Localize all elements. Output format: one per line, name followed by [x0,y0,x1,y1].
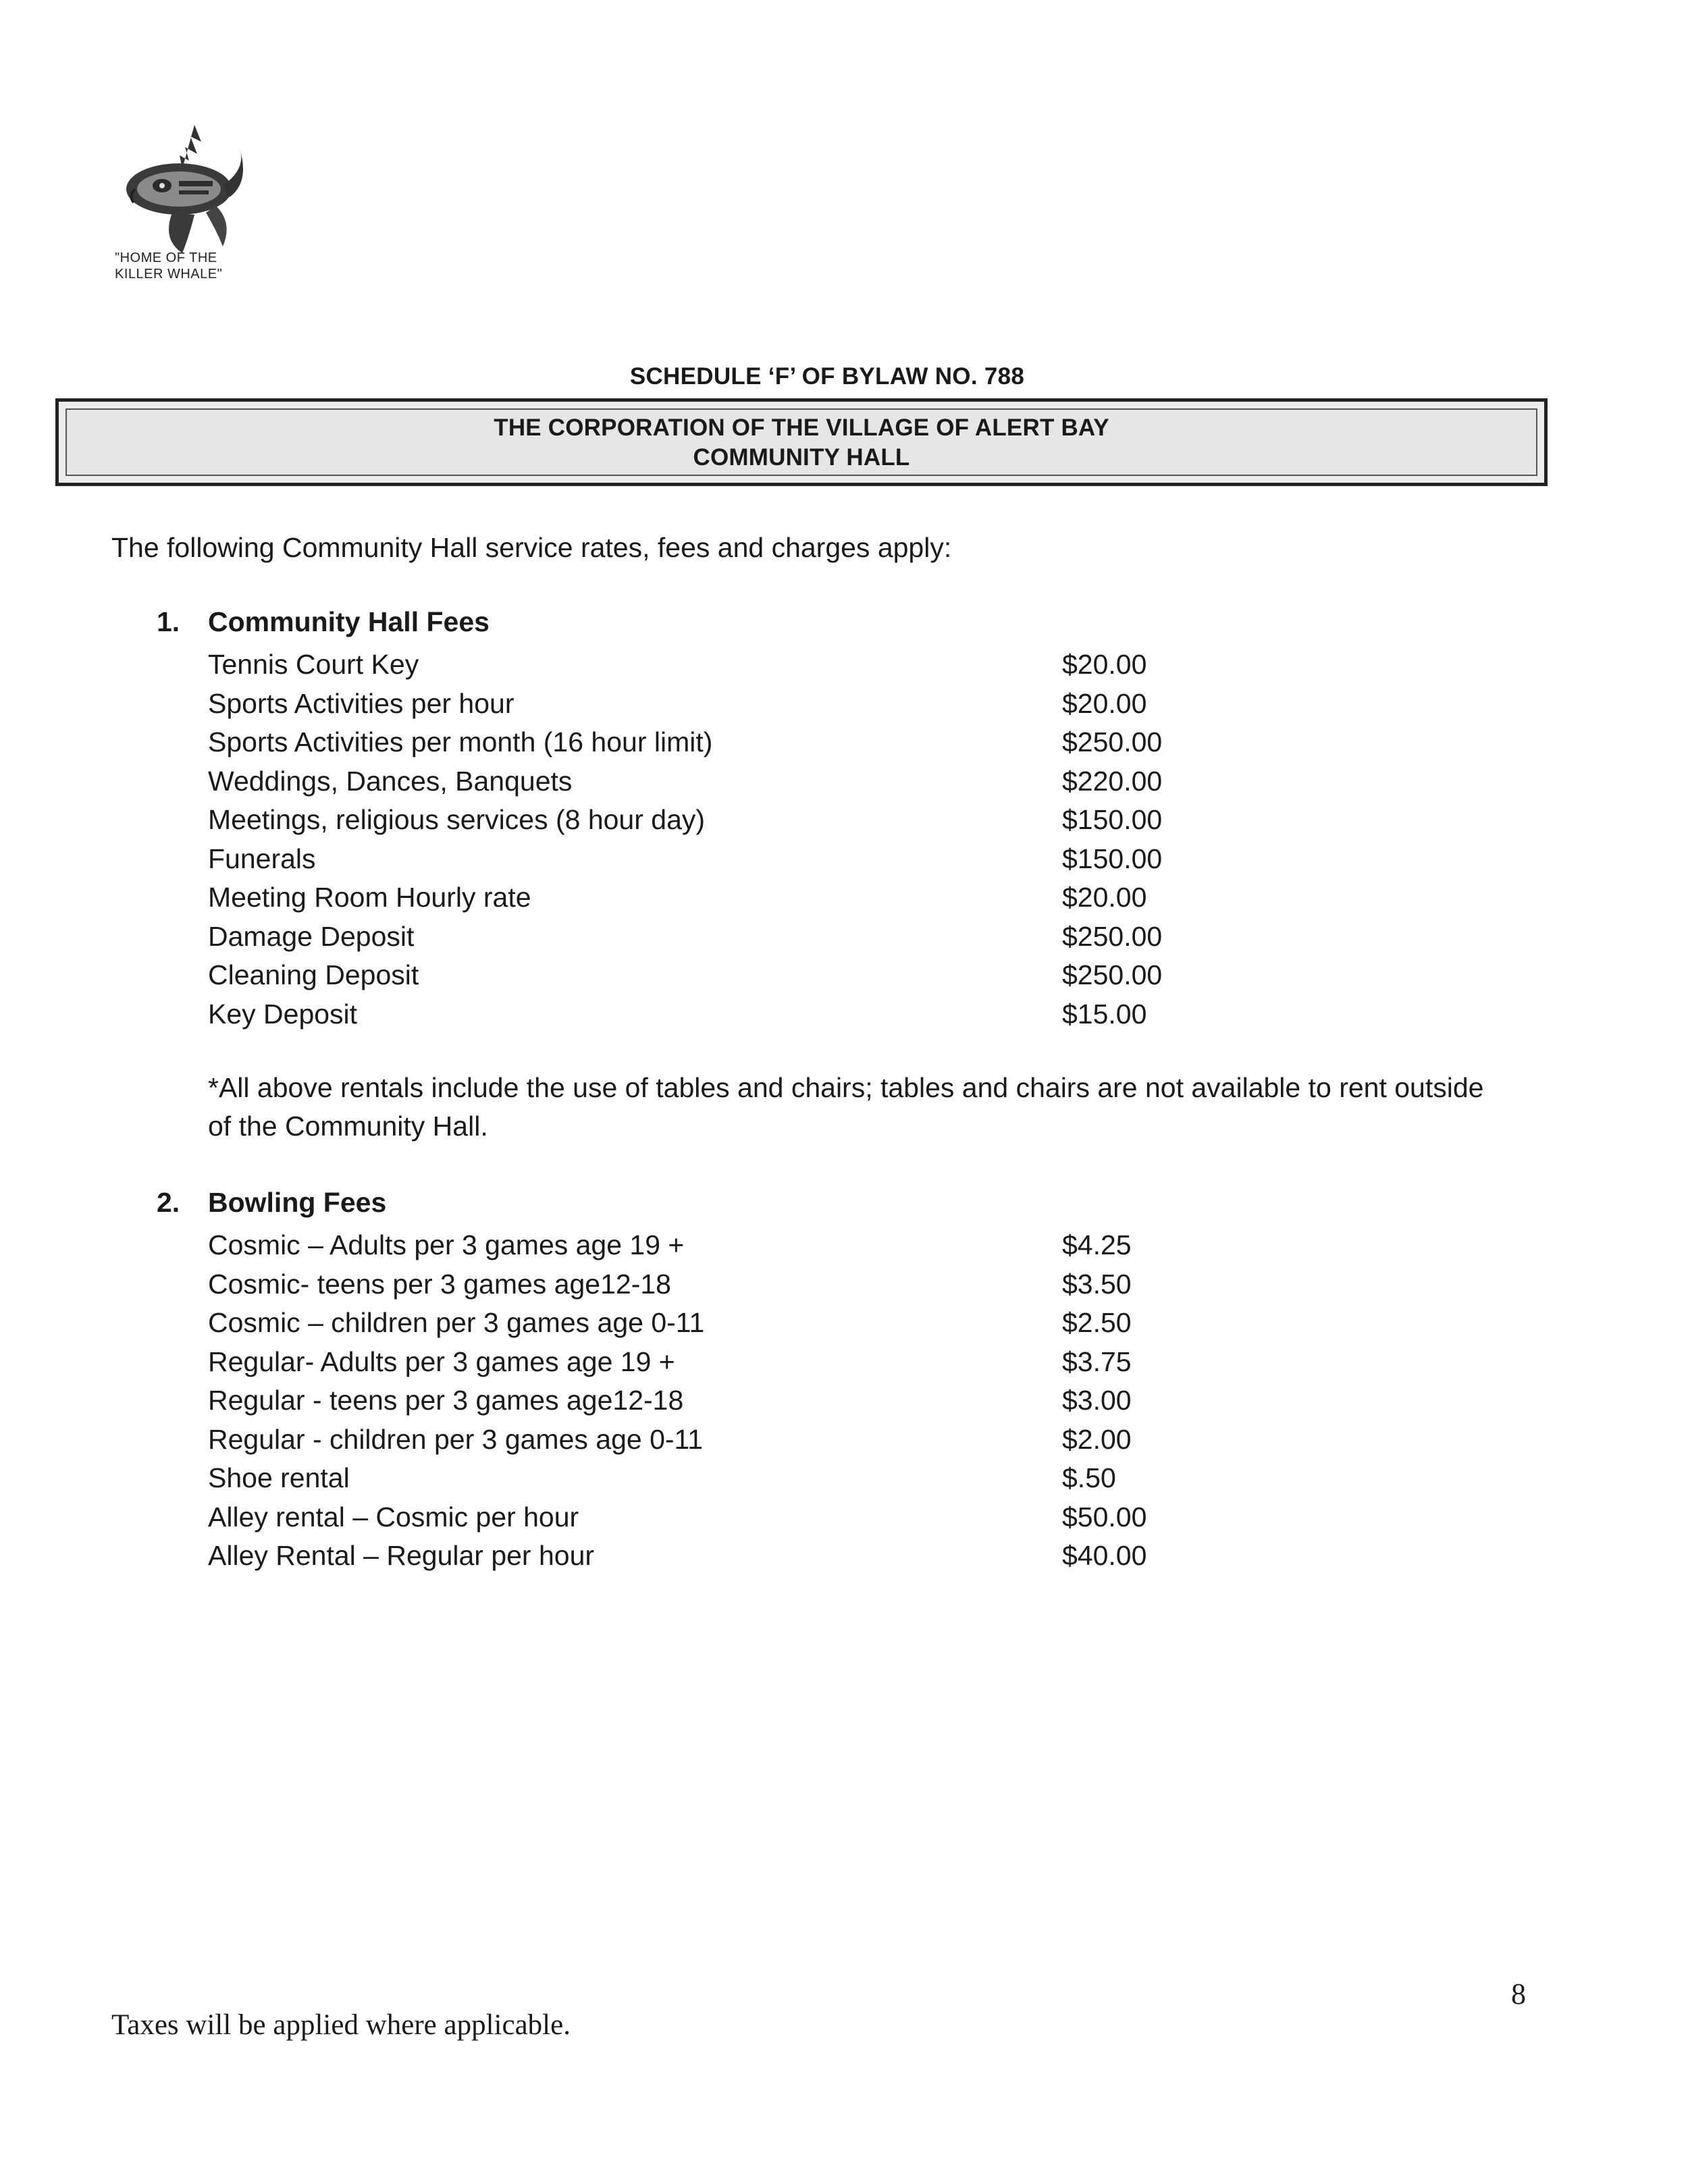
fee-label: Sports Activities per month (16 hour limit) [208,726,713,757]
list-item [208,917,1221,957]
fee-price: $20.00 [1062,882,1147,913]
page-number: 8 [1511,1977,1526,2010]
fee-price: $15.00 [1062,998,1147,1030]
section-title: Bowling Fees [208,1187,387,1218]
tax-note: Taxes will be applied where applicable. [111,2009,571,2041]
fee-price: $2.50 [1062,1307,1132,1338]
fee-label: Cosmic – Adults per 3 games age 19 + [208,1229,685,1260]
list-item [208,1265,1221,1304]
list-item [208,1420,1221,1460]
list-item [208,1304,1221,1343]
list-item [208,723,1221,762]
list-item [208,1537,1221,1576]
fee-label: Damage Deposit [208,920,415,952]
fee-price: $40.00 [1062,1540,1147,1571]
fee-label: Regular - teens per 3 games age12-18 [208,1385,684,1416]
fee-price: $220.00 [1062,765,1163,797]
list-item [208,878,1221,917]
list-item [208,801,1221,840]
section-number: 1. [157,606,180,637]
fee-price: $250.00 [1062,726,1163,757]
fee-label: Shoe rental [208,1462,350,1493]
tagline-line-1: "HOME OF THE [115,250,217,265]
title-box-inner [65,408,1537,476]
fee-label: Alley Rental – Regular per hour [208,1540,595,1571]
corporation-title: THE CORPORATION OF THE VILLAGE OF ALERT BAY [494,415,1109,441]
rental-note: *All above rentals include the use of tables and chairs; tables and chairs are not available to rent outside of the Community Hall. [208,1072,1484,1142]
fee-label: Funerals [208,843,316,874]
killer-whale-icon [115,122,250,257]
fee-label: Alley rental – Cosmic per hour [208,1501,579,1533]
fee-label: Cleaning Deposit [208,959,419,990]
list-item [208,762,1221,801]
list-item [208,685,1221,724]
fee-price: $.50 [1062,1462,1116,1493]
section-number: 2. [157,1187,180,1218]
facility-title: COMMUNITY HALL [693,444,910,471]
fee-price: $50.00 [1062,1501,1147,1533]
fee-label: Tennis Court Key [208,649,419,680]
fee-price: $3.50 [1062,1268,1132,1300]
logo-tagline [115,250,222,282]
list-item [208,1343,1221,1382]
fee-label: Meeting Room Hourly rate [208,882,531,913]
schedule-title: SCHEDULE ‘F’ OF BYLAW NO. 788 [629,363,1025,390]
fee-label: Regular - children per 3 games age 0-11 [208,1423,704,1455]
fee-price: $250.00 [1062,959,1163,990]
fee-price: $3.75 [1062,1346,1132,1377]
list-item [208,1226,1221,1265]
fee-price: $20.00 [1062,687,1147,719]
fee-price: $150.00 [1062,804,1163,835]
fee-label: Regular- Adults per 3 games age 19 + [208,1346,675,1377]
fee-label: Cosmic – children per 3 games age 0-11 [208,1307,705,1338]
section-heading-community-hall [157,606,490,638]
list-item [208,840,1221,879]
fee-label: Meetings, religious services (8 hour day) [208,804,706,835]
list-item [208,995,1221,1034]
fee-price: $20.00 [1062,649,1147,680]
intro-text: The following Community Hall service rates, fees and charges apply: [111,532,952,563]
fee-price: $2.00 [1062,1423,1132,1455]
fee-label: Key Deposit [208,998,358,1030]
fee-label: Weddings, Dances, Banquets [208,765,573,797]
bowling-fee-list [208,1226,1221,1576]
list-item [208,956,1221,995]
community-hall-fee-list [208,645,1221,1034]
fee-label: Cosmic- teens per 3 games age12-18 [208,1268,671,1300]
title-box [55,398,1548,486]
tagline-line-2: KILLER WHALE" [115,267,223,282]
fee-label: Sports Activities per hour [208,687,515,719]
section-title: Community Hall Fees [208,606,490,637]
fee-price: $150.00 [1062,843,1163,874]
list-item [208,645,1221,685]
fee-price: $3.00 [1062,1385,1132,1416]
fee-price: $4.25 [1062,1229,1132,1260]
list-item [208,1498,1221,1537]
section-heading-bowling [157,1187,386,1219]
fee-price: $250.00 [1062,920,1163,952]
list-item [208,1381,1221,1420]
list-item [208,1459,1221,1498]
